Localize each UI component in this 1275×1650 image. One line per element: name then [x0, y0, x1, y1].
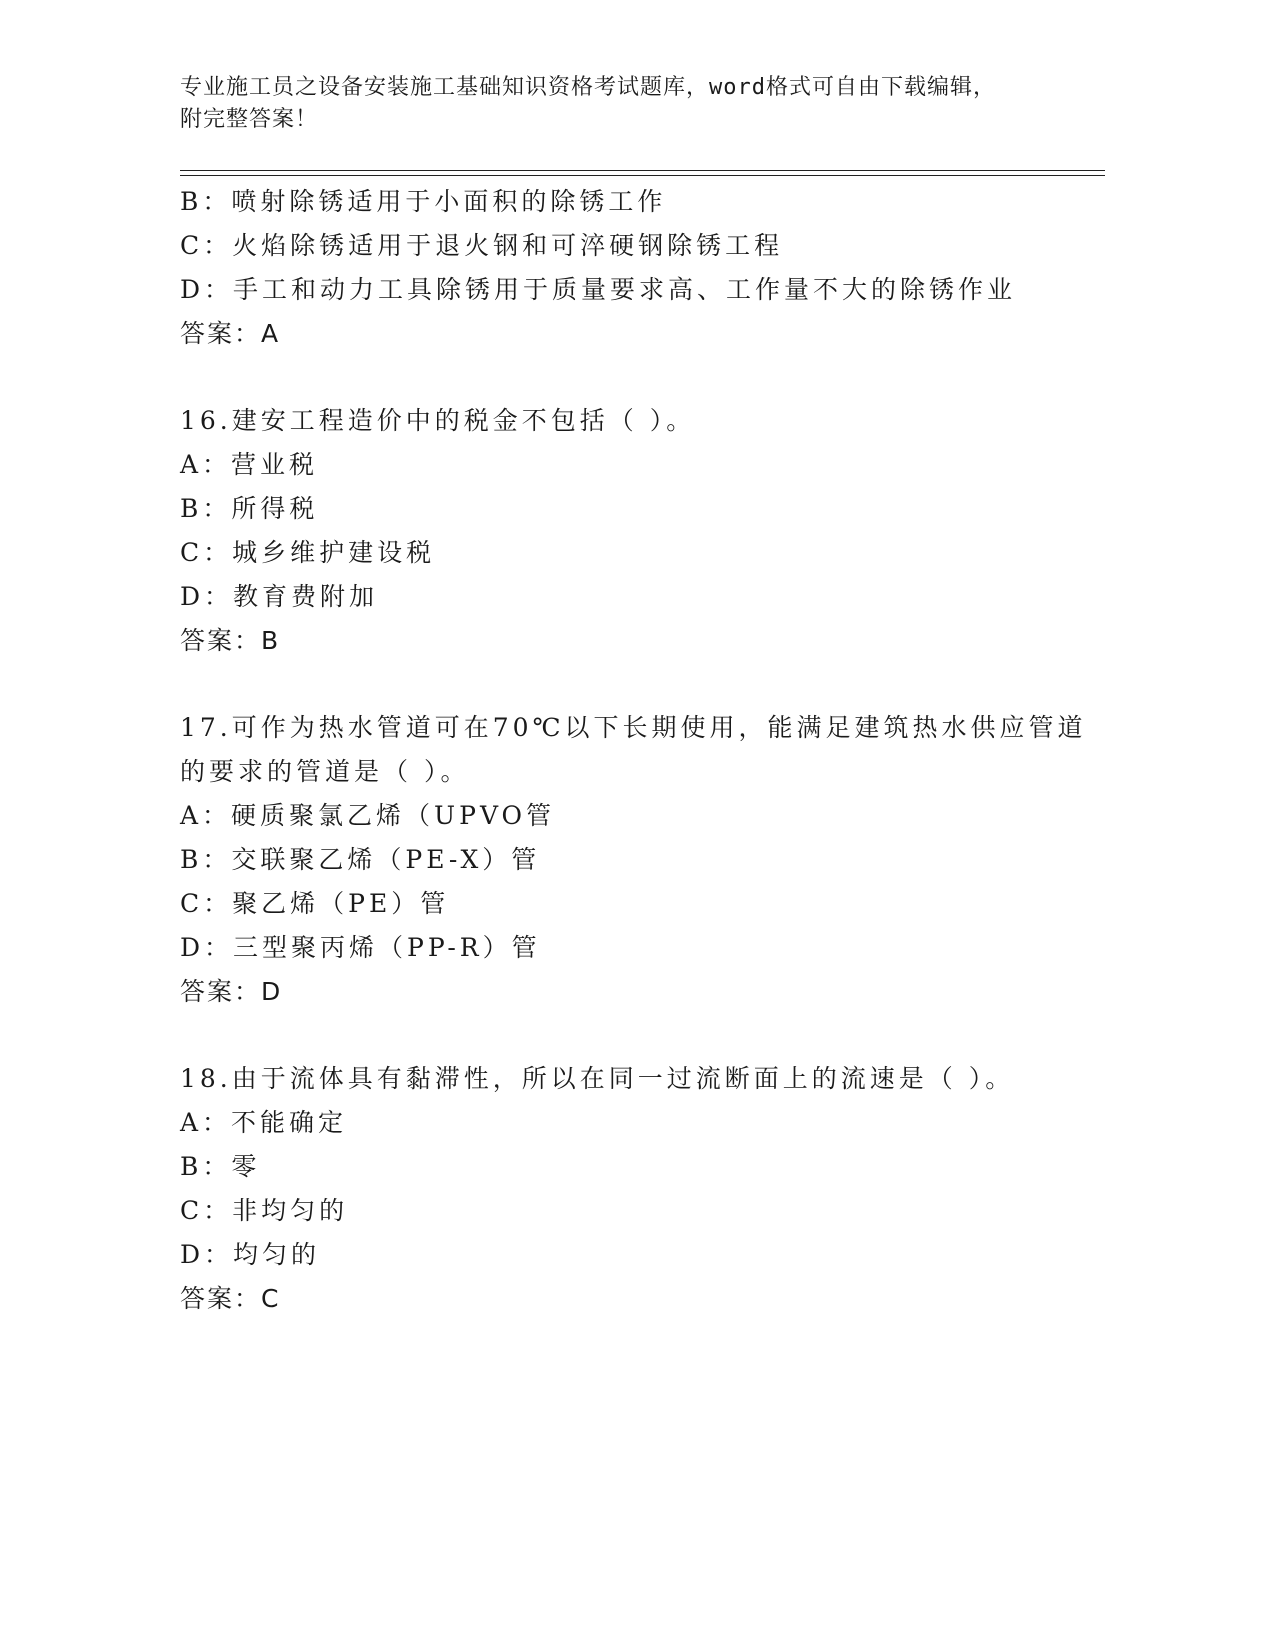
question-text-line-1: 17.可作为热水管道可在70℃以下长期使用，能满足建筑热水供应管道	[180, 713, 1087, 742]
answer: 答案：D	[180, 977, 283, 1006]
option-c: C：城乡维护建设税	[180, 538, 436, 567]
spacer	[180, 1014, 1080, 1057]
option-a: A：营业税	[180, 450, 319, 479]
question-text-line-2: 的要求的管道是（ ）。	[180, 757, 470, 786]
question-18	[180, 1057, 1080, 1321]
header-line-1: 专业施工员之设备安装施工基础知识资格考试题库，word格式可自由下载编辑，	[180, 75, 996, 100]
question-17	[180, 706, 1087, 1014]
spacer	[180, 356, 1080, 399]
option-c: C：非均匀的	[180, 1196, 349, 1225]
question-text: 18.由于流体具有黏滞性，所以在同一过流断面上的流速是（ ）。	[180, 1064, 1015, 1093]
option-a: A：硬质聚氯乙烯（UPVO管	[180, 801, 556, 830]
option-d: D：教育费附加	[180, 582, 379, 611]
question-text: 16.建安工程造价中的税金不包括（ ）。	[180, 406, 696, 435]
answer: 答案：A	[180, 319, 281, 348]
header-divider-top	[180, 170, 1105, 171]
answer: 答案：C	[180, 1284, 281, 1313]
spacer	[180, 663, 1080, 706]
option-b: B：零	[180, 1152, 261, 1181]
option-d: D：三型聚丙烯（PP-R）管	[180, 933, 541, 962]
option-b: B：交联聚乙烯（PE-X）管	[180, 845, 541, 874]
answer: 答案：B	[180, 626, 281, 655]
option-d: D：均匀的	[180, 1240, 321, 1269]
document-header	[180, 72, 1060, 136]
option-c: C：火焰除锈适用于退火钢和可淬硬钢除锈工程	[180, 231, 784, 260]
header-line-2: 附完整答案！	[180, 107, 319, 132]
question-list	[180, 180, 1087, 1321]
option-a: A：不能确定	[180, 1108, 348, 1137]
option-b: B：所得税	[180, 494, 319, 523]
question-15-continued	[180, 180, 1080, 356]
option-c: C：聚乙烯（PE）管	[180, 889, 450, 918]
question-16	[180, 399, 1080, 663]
header-divider-bottom	[180, 175, 1105, 176]
option-d: D：手工和动力工具除锈用于质量要求高、工作量不大的除锈作业	[180, 275, 1017, 304]
option-b: B：喷射除锈适用于小面积的除锈工作	[180, 187, 667, 216]
